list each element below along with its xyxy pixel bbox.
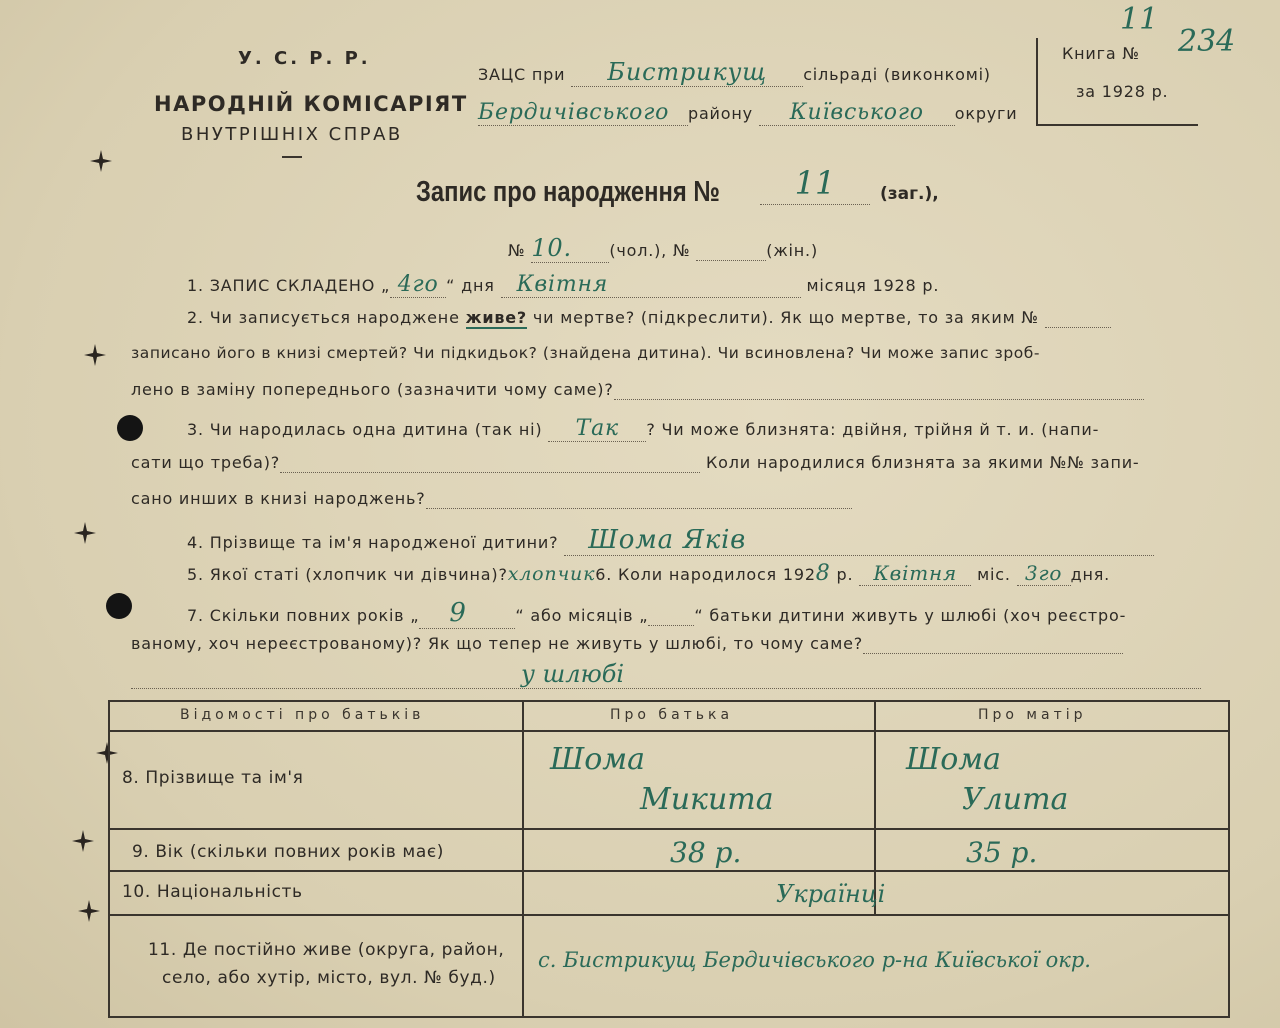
item-5-label: 5. Якої статі (хлопчик чи дівчина)?: [187, 565, 508, 584]
marriage-years: 9: [449, 598, 467, 628]
district-line: [478, 100, 1017, 126]
row-9-label: 9. Вік (скільки повних років має): [132, 842, 445, 862]
marriage-status: у шлюбі: [521, 660, 625, 688]
republic-heading: У. С. Р. Р.: [238, 48, 371, 69]
district-name: Бердичівського: [478, 100, 670, 125]
single-child-answer: Так: [575, 416, 619, 441]
item-3-line-1: [187, 416, 1099, 442]
item-2-line-3: [131, 380, 1144, 400]
item-2-line-3-text: лено в заміну попереднього (зазначити чому саме)?: [131, 380, 614, 399]
row-10-label: 10. Національність: [122, 882, 303, 902]
item-7-answer-line: [131, 660, 1201, 689]
item-6-month-suffix: міс.: [977, 565, 1011, 584]
birth-month: Квітня: [873, 561, 958, 585]
item-7-line-2-text: ваному, хоч нереєстрованому)? Як що тепер не живуть у шлюбі, то чому саме?: [131, 634, 864, 653]
item-2-line-2: записано його в книзі смертей? Чи підкидьок? (знайдена дитина). Чи всиновлена? Чи може запис зроб-: [131, 344, 1040, 362]
parents-table: [108, 700, 1230, 1018]
father-name: Микита: [640, 782, 774, 817]
male-suffix: (чол.), №: [609, 241, 691, 260]
item-7-label-rest: “ батьки дитини живуть у шлюбі (хоч реєстро-: [694, 606, 1127, 625]
item-2-label-rest: чи мертве? (підкреслити). Як що мертве, то за яким №: [532, 308, 1039, 327]
zags-line: [478, 58, 991, 87]
item-7-months-label: “ або місяців „: [515, 606, 649, 625]
residence: с. Бистрикущ Бердичівського р-на Київської окр.: [538, 948, 1091, 972]
nationality: Українці: [776, 880, 886, 908]
village-name: Бистрикущ: [607, 58, 767, 86]
item-1-label: 1. ЗАПИС СКЛАДЕНО „: [187, 276, 391, 295]
punch-hole: [117, 415, 143, 441]
book-year: за 1928 р.: [1076, 82, 1169, 101]
item-1-year-label: місяця 1928 р.: [806, 276, 940, 295]
punch-hole: [106, 593, 132, 619]
child-name: Шома Яків: [588, 525, 747, 555]
table-rule: [110, 870, 1228, 872]
item-2-label: 2. Чи записується народжене: [187, 308, 460, 327]
tear-mark: [82, 342, 108, 368]
mother-surname: Шома: [906, 742, 1002, 777]
record-day: 4го: [397, 272, 439, 297]
village-suffix: сільраді (виконкомі): [803, 65, 991, 84]
item-6-day-suffix: дня.: [1070, 565, 1111, 584]
okrug-suffix: округи: [954, 104, 1018, 123]
tear-mark: [76, 898, 102, 924]
child-sex: хлопчик: [507, 563, 596, 585]
item-6-year-suffix: р.: [836, 565, 854, 584]
col-header-info: Відомості про батьків: [180, 707, 425, 723]
item-7-line-1: [187, 598, 1126, 629]
subtitle-line: [508, 234, 818, 263]
father-age: 38 р.: [670, 836, 742, 869]
zags-prefix: ЗАЦС при: [478, 65, 566, 84]
table-rule: [110, 828, 1228, 830]
item-4: [187, 525, 1154, 556]
item-3-line-2-a: сати що треба)?: [131, 453, 281, 472]
item-1: [187, 272, 939, 298]
item-3-line-2-b: Коли народилися близнята за якими №№ запи-: [705, 453, 1140, 472]
item-3-label: 3. Чи народилась одна дитина (так ні): [187, 420, 543, 439]
tear-mark: [72, 520, 98, 546]
female-suffix: (жін.): [766, 241, 818, 260]
row-11-label-1: 11. Де постійно живе (округа, район,: [148, 940, 505, 960]
item-3-line-2: [131, 453, 1139, 473]
record-title: [416, 176, 787, 209]
father-surname: Шома: [550, 742, 646, 777]
book-page: 234: [1178, 24, 1236, 59]
mother-name: Улита: [962, 782, 1069, 817]
tear-mark: [70, 828, 96, 854]
row-11-label-2: село, або хутір, місто, вул. № буд.): [162, 968, 496, 988]
alive-option: живе?: [465, 308, 527, 327]
table-rule: [110, 914, 1228, 916]
row-8-label: 8. Прізвище та ім'я: [122, 768, 304, 788]
mother-age: 35 р.: [966, 836, 1038, 869]
birth-day: 3го: [1024, 561, 1063, 585]
table-rule: [110, 730, 1228, 732]
title-text: Запис про народження №: [416, 176, 720, 208]
district-suffix: району: [688, 104, 753, 123]
item-2-line-1: [187, 308, 1111, 328]
title-suffix: (заг.),: [880, 184, 939, 204]
commissariat-heading: НАРОДНІЙ КОМІСАРІЯТ: [154, 92, 468, 116]
item-3-line-3: [131, 489, 852, 509]
item-7-label: 7. Скільки повних років „: [187, 606, 420, 625]
title-number: 11: [794, 164, 836, 202]
book-label: Книга №: [1062, 44, 1140, 63]
record-month: Квітня: [516, 272, 609, 297]
item-5-6: [187, 561, 1110, 586]
item-7-line-2: [131, 634, 1123, 654]
book-number: 11: [1120, 2, 1159, 37]
header-dash: [282, 156, 302, 158]
okrug-name: Київського: [789, 100, 924, 125]
male-label: №: [508, 241, 526, 260]
table-rule: [522, 702, 524, 1016]
item-3-line-3-text: сано инших в книзі народжень?: [131, 489, 426, 508]
title-number-field: [760, 164, 870, 205]
col-header-father: Про батька: [610, 707, 734, 723]
item-1-day-label: “ дня: [446, 276, 495, 295]
department-heading: ВНУТРІШНІХ СПРАВ: [181, 124, 403, 145]
item-4-label: 4. Прізвище та ім'я народженої дитини?: [187, 533, 559, 552]
birth-year-digit: 8: [815, 561, 831, 586]
item-3-label-rest: ? Чи може близнята: двійня, трійня й т. и. (напи-: [646, 420, 1100, 439]
tear-mark: [88, 148, 114, 174]
male-number: 10.: [531, 234, 572, 262]
item-6-label: 6. Коли народилося 192: [595, 565, 816, 584]
col-header-mother: Про матір: [978, 707, 1087, 723]
